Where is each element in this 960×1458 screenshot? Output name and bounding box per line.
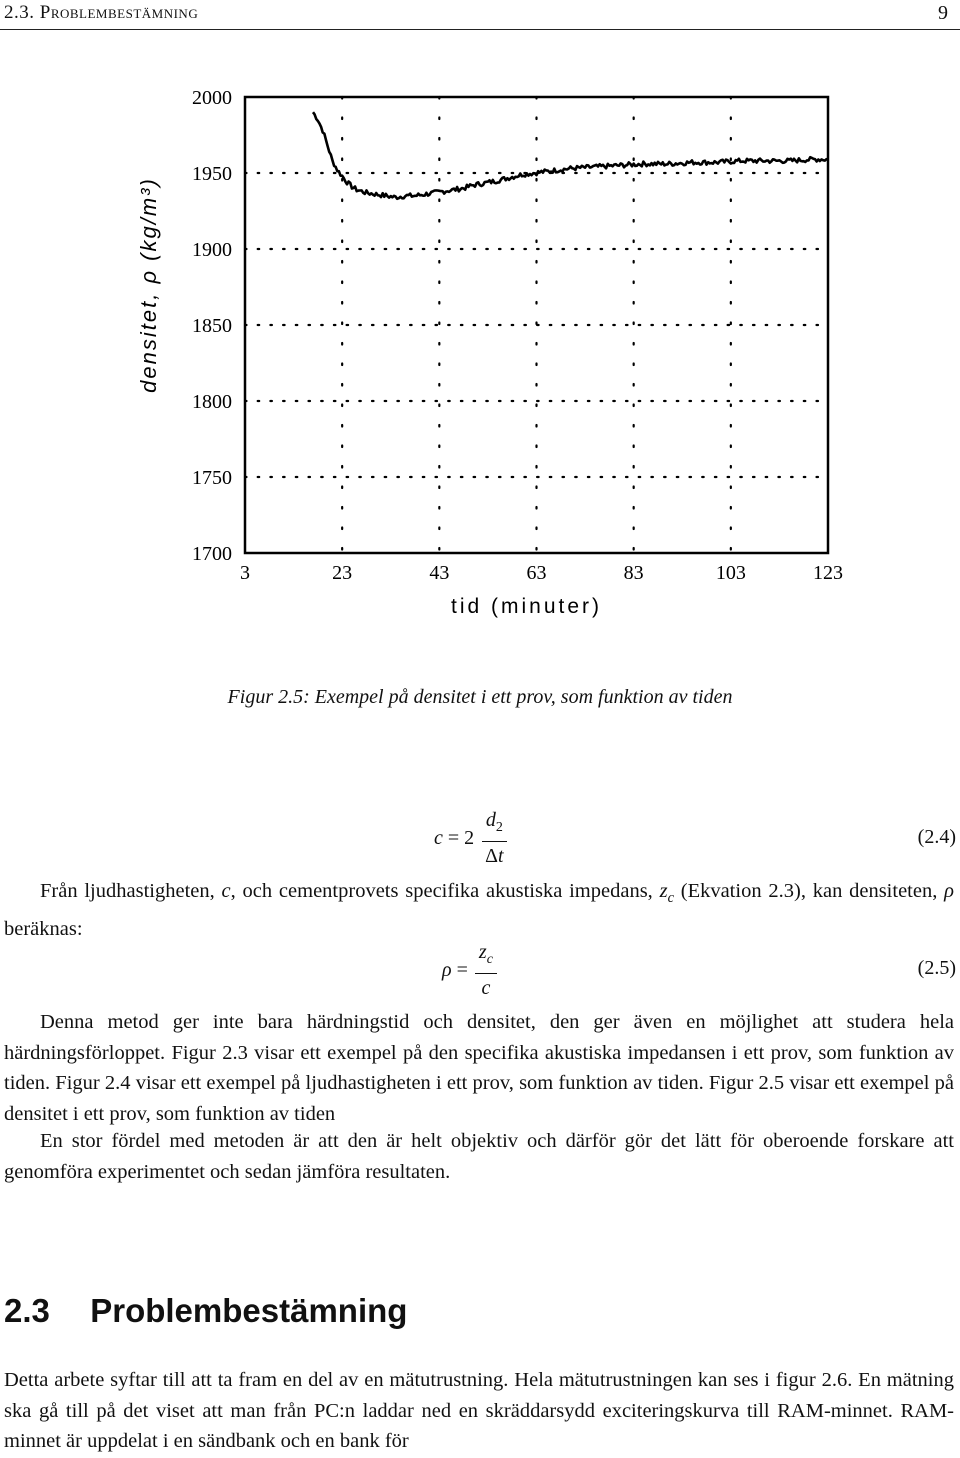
section-number: 2.3 bbox=[4, 1292, 50, 1329]
page-number: 9 bbox=[938, 2, 948, 24]
x-tick-label: 43 bbox=[429, 562, 450, 584]
eq25-numerator: $z_c$ bbox=[475, 940, 497, 974]
eq24-denominator: Δt bbox=[485, 845, 504, 867]
x-tick-label: 3 bbox=[240, 562, 250, 584]
y-tick-label: 1800 bbox=[192, 391, 232, 413]
density-series-line bbox=[313, 112, 828, 199]
x-axis-title: tid (minuter) bbox=[450, 595, 603, 618]
header-section-number: 2.3. bbox=[4, 2, 35, 23]
paragraph-advantage-text: En stor fördel med metoden är att den är helt objektiv och därför gör det lätt för oberoende forskare att genomföra experimentet och sedan jämföra resultaten. bbox=[4, 1130, 954, 1183]
y-tick-label: 1900 bbox=[192, 239, 232, 261]
x-tick-label: 23 bbox=[332, 562, 353, 584]
eq24-numerator: $d_2$ bbox=[482, 808, 507, 842]
section-title: Problembestämning bbox=[90, 1292, 408, 1329]
header-rule bbox=[0, 29, 960, 30]
x-tick-label: 103 bbox=[715, 562, 746, 584]
section-heading bbox=[4, 1292, 407, 1330]
eq24-number: (2.4) bbox=[917, 826, 956, 848]
paragraph-purpose: Detta arbete syftar till att ta fram en del av en mätutrustning. Hela mätutrustningen kan ses i figur 2.6. En mätning ska gå till på det viset att man från PC:n laddar ned en skräddarsydd exciteringskurva till RAM-minnet. RAM-minnet är uppdelat i en sändbank och en bank för bbox=[4, 1369, 954, 1453]
y-tick-label: 1750 bbox=[192, 467, 232, 489]
density-chart bbox=[0, 80, 960, 640]
eq25-fraction bbox=[475, 940, 497, 1001]
paragraph-method-text: Denna metod ger inte bara härdningstid och densitet, den ger även en möjlighet att studera hela härdningsförloppet. Figur 2.3 visar ett exempel på den specifika akustiska impedansen i ett prov, som funktion av tiden. Figur 2.4 visar ett exempel på ljudhastigheten i ett prov, som funktion av tiden. Figur 2.5 visar ett exempel på densitet i ett prov, som funktion av tiden bbox=[4, 1011, 954, 1126]
y-axis-title: densitet, ρ (kg/m³) bbox=[136, 177, 161, 393]
y-tick-label: 2000 bbox=[192, 87, 232, 109]
x-tick-label: 123 bbox=[813, 562, 843, 584]
figure-caption: Figur 2.5: Exempel på densitet i ett prov, som funktion av tiden bbox=[227, 686, 733, 708]
eq25-denominator: c bbox=[481, 977, 491, 999]
y-tick-label: 1700 bbox=[192, 543, 232, 565]
y-tick-label: 1850 bbox=[192, 315, 232, 337]
running-header-section bbox=[4, 2, 198, 24]
eq25-number: (2.5) bbox=[917, 957, 956, 979]
x-tick-label: 83 bbox=[623, 562, 644, 584]
equation-2-5 bbox=[442, 940, 497, 1001]
paragraph-method bbox=[4, 1007, 954, 1130]
x-tick-label: 63 bbox=[526, 562, 547, 584]
paragraph-impedance: Från ljudhastigheten, c, och cementprovets specifika akustiska impedans, $z_c$ (Ekvation 2.3), kan densiteten, ρ beräknas: bbox=[4, 880, 954, 940]
equation-2-4 bbox=[434, 808, 508, 869]
y-tick-label: 1950 bbox=[192, 163, 232, 185]
eq25-lhs: ρ = bbox=[442, 959, 468, 981]
header-section-title: Problembestämning bbox=[39, 2, 199, 23]
paragraph-advantage bbox=[4, 1126, 954, 1187]
eq24-fraction bbox=[481, 808, 507, 869]
eq24-lhs: c = 2 bbox=[434, 827, 475, 849]
